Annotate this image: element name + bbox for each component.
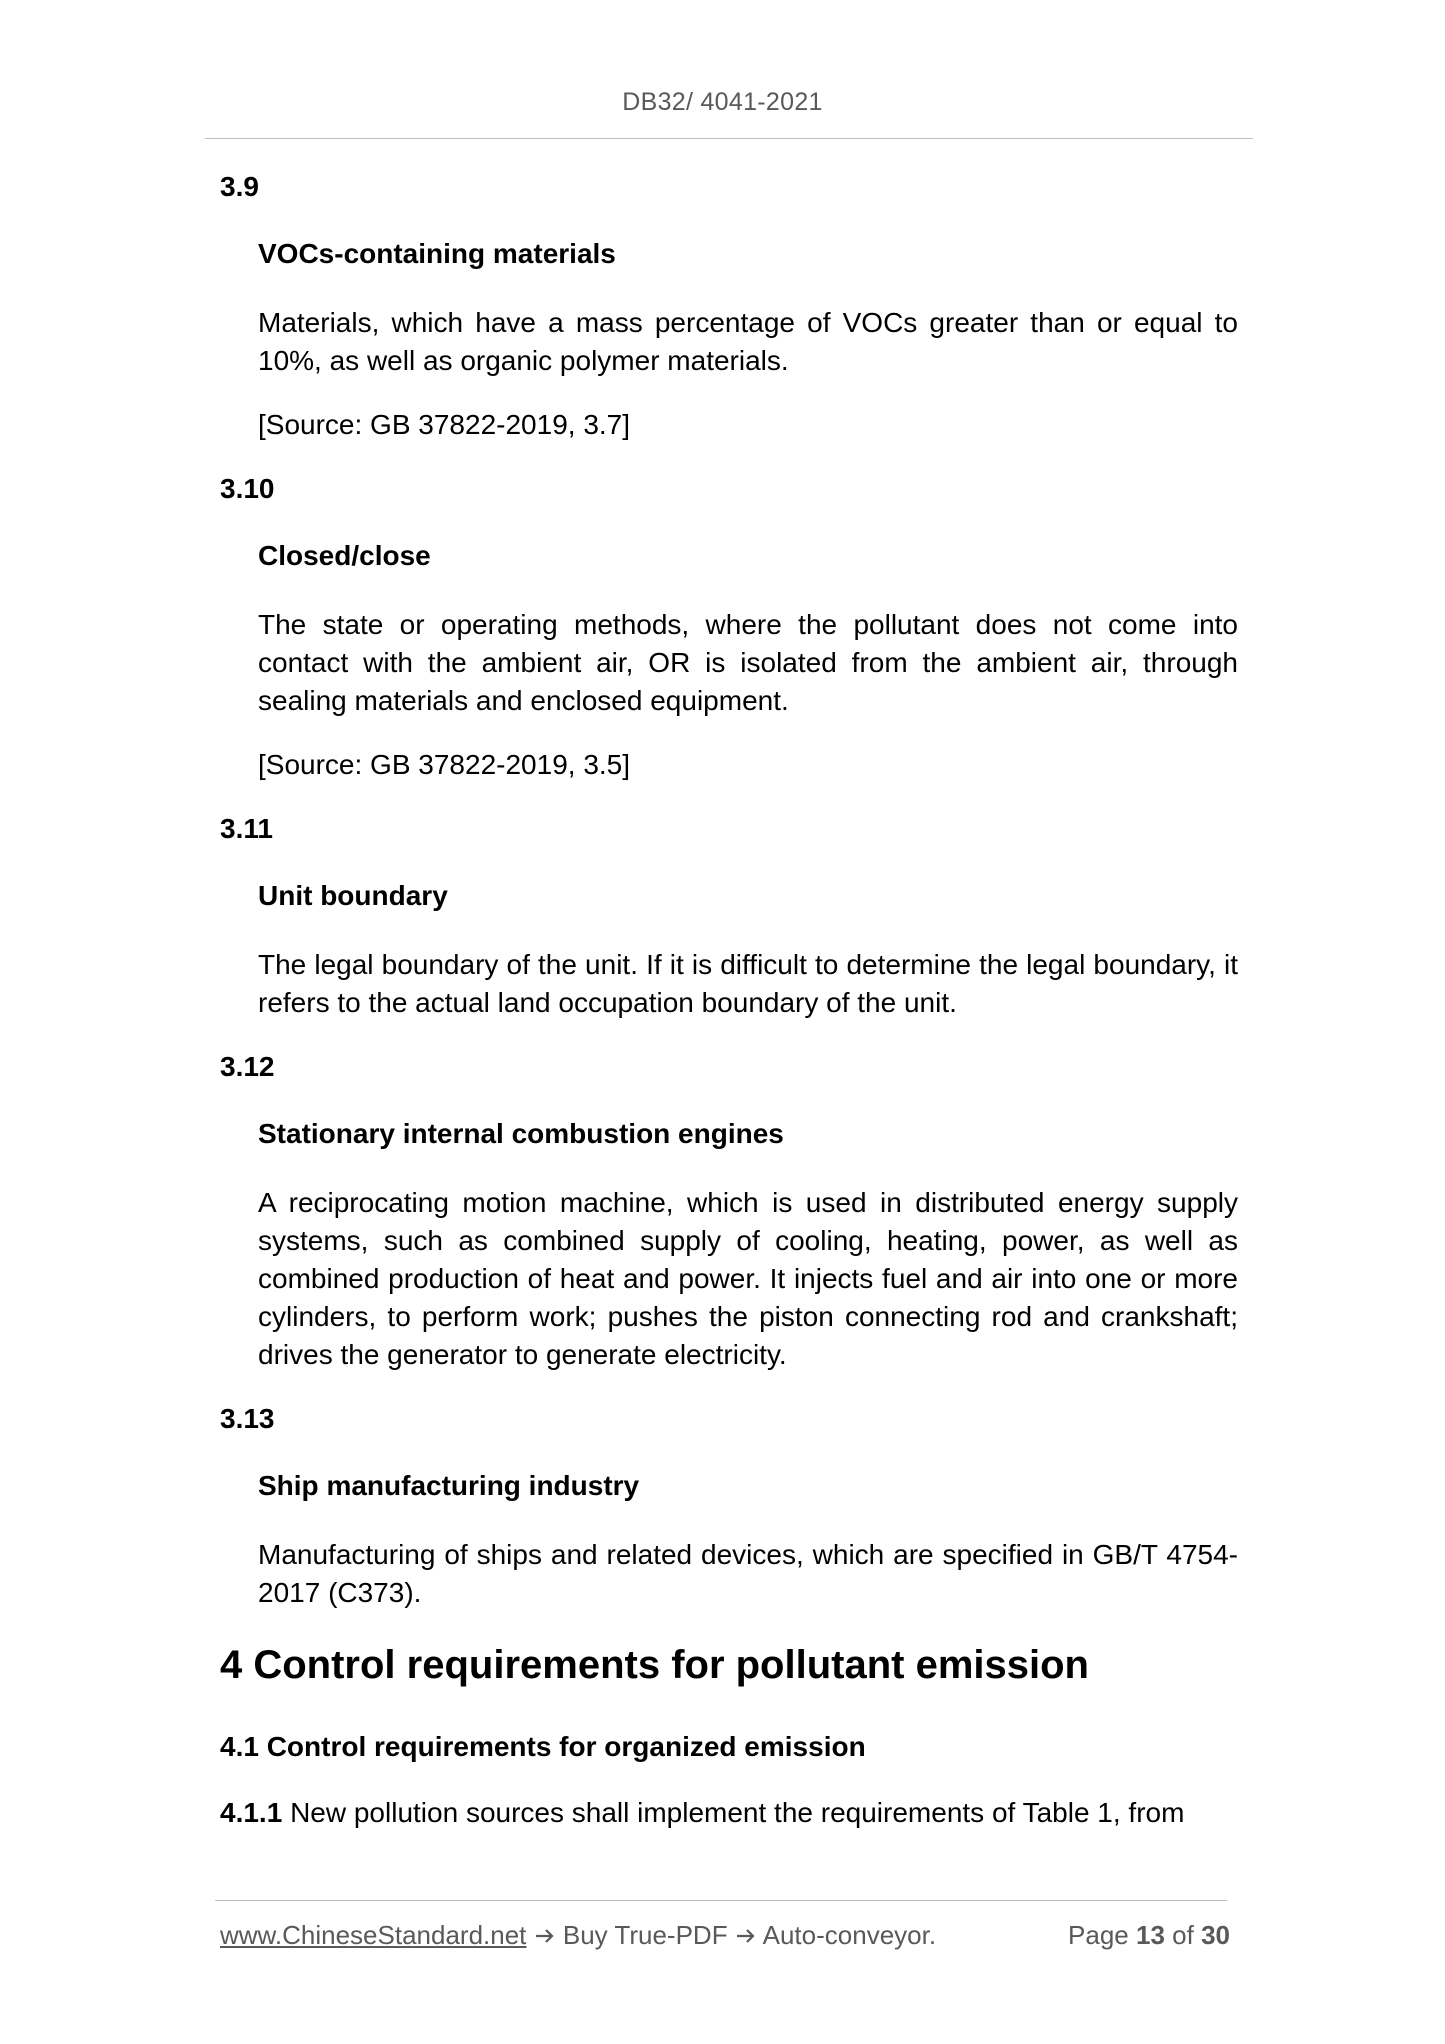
clause-3-13 bbox=[218, 1402, 1238, 1612]
clause-number: 3.13 bbox=[220, 1403, 275, 1434]
clause-number: 3.11 bbox=[220, 813, 273, 844]
clause-term: Closed/close bbox=[258, 540, 431, 571]
clause-3-12 bbox=[218, 1050, 1238, 1374]
paragraph-number: 4.1.1 bbox=[220, 1797, 283, 1828]
document-header-id: DB32/ 4041-2021 bbox=[622, 88, 823, 116]
clause-source: [Source: GB 37822-2019, 3.7] bbox=[258, 409, 631, 440]
footer-divider bbox=[215, 1900, 1227, 1901]
of-label: of bbox=[1172, 1920, 1194, 1950]
page-content bbox=[218, 170, 1238, 1830]
subsection-heading: 4.1 Control requirements for organized emission bbox=[220, 1731, 866, 1762]
auto-conveyor-text: Auto-conveyor. bbox=[762, 1920, 937, 1950]
clause-number: 3.12 bbox=[220, 1051, 275, 1082]
clause-definition: The legal boundary of the unit. If it is difficult to determine the legal boundary, it refers to the actual land occupation boundary of the unit. bbox=[258, 949, 1238, 1018]
buy-true-pdf-text: Buy True-PDF bbox=[562, 1920, 728, 1950]
page-indicator bbox=[1068, 1920, 1230, 1951]
clause-term: Unit boundary bbox=[258, 880, 448, 911]
arrow-right-icon bbox=[534, 1926, 556, 1946]
clause-3-10 bbox=[218, 472, 1238, 782]
website-link[interactable]: www.ChineseStandard.net bbox=[220, 1920, 527, 1950]
clause-term: Ship manufacturing industry bbox=[258, 1470, 640, 1501]
clause-definition: Manufacturing of ships and related devices, which are specified in GB/T 4754-2017 (C373). bbox=[258, 1539, 1238, 1608]
clause-3-11 bbox=[218, 812, 1238, 1022]
clause-number: 3.10 bbox=[220, 473, 275, 504]
clause-3-9 bbox=[218, 170, 1238, 442]
clause-number: 3.9 bbox=[220, 171, 259, 202]
clause-definition: Materials, which have a mass percentage of VOCs greater than or equal to 10%, as well as organic polymer materials. bbox=[258, 307, 1238, 376]
page-label: Page bbox=[1068, 1920, 1129, 1950]
clause-term: Stationary internal combustion engines bbox=[258, 1118, 784, 1149]
clause-definition: A reciprocating motion machine, which is used in distributed energy supply systems, such as combined supply of cooling, heating, power, as well as combined production of heat and power. It injects fuel and air into one or more cylinders, to perform work; pushes the piston connecting rod and crankshaft; drives the generator to generate electricity. bbox=[258, 1187, 1238, 1370]
paragraph-text: New pollution sources shall implement the requirements of Table 1, from bbox=[290, 1797, 1185, 1828]
page-current: 13 bbox=[1136, 1920, 1165, 1950]
arrow-right-icon bbox=[735, 1926, 757, 1946]
paragraph-4-1-1 bbox=[220, 1796, 1238, 1830]
page-footer bbox=[220, 1920, 1230, 1951]
clause-term: VOCs-containing materials bbox=[258, 238, 616, 269]
clause-source: [Source: GB 37822-2019, 3.5] bbox=[258, 749, 631, 780]
page-total: 30 bbox=[1201, 1920, 1230, 1950]
clause-definition: The state or operating methods, where the pollutant does not come into contact with the ambient air, OR is isolated from the ambient air, through sealing materials and enclosed equipment. bbox=[258, 609, 1238, 716]
header-divider bbox=[205, 138, 1253, 139]
section-heading: 4 Control requirements for pollutant emission bbox=[220, 1643, 1089, 1687]
